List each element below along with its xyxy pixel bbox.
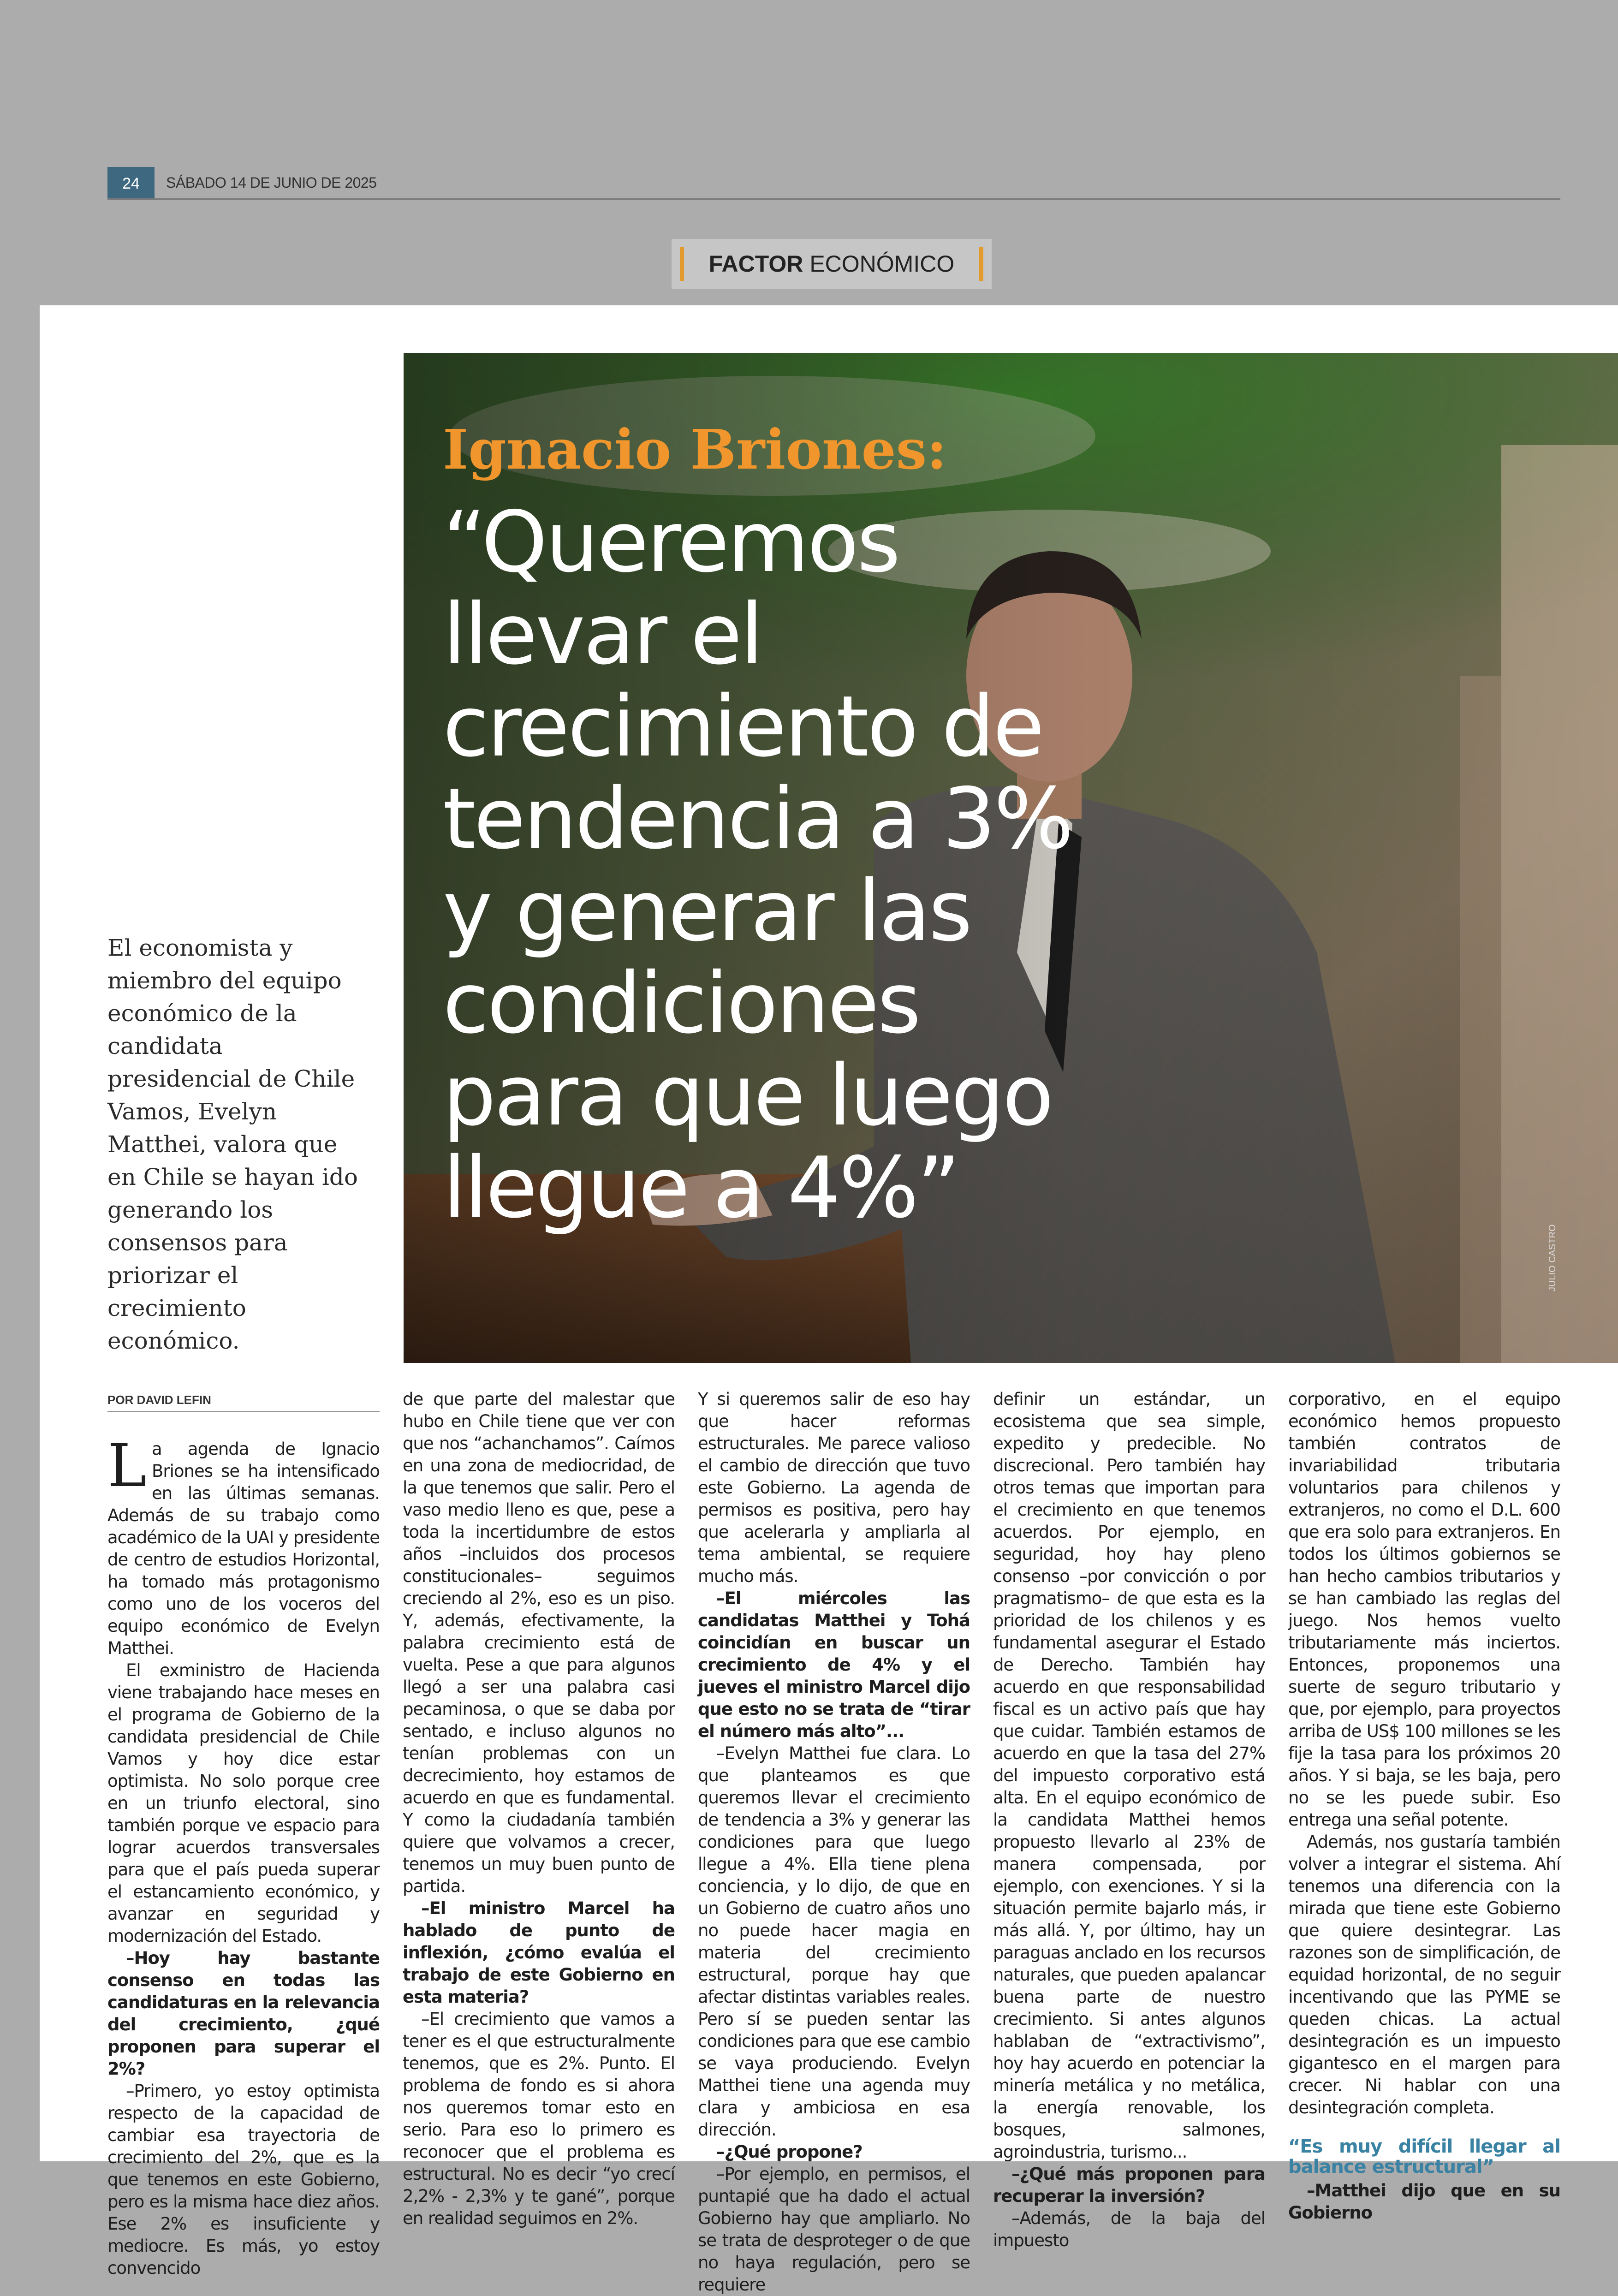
interview-question: –¿Qué más proponen para recuperar la inversión? (993, 2164, 1265, 2206)
paragraph: definir un estándar, un ecosistema que sea simple, expedito y predecible. No discrecional. Pero también hay otros temas que importan para el crecimiento en que tenemos acuerdos. Por ejemplo, en seguridad, hoy hay pleno consenso –por convicción o por pragmatismo– de que esta es la prioridad de los chilenos y es fundamental asegurar el Estado de Derecho. También hay acuerdo en que responsabilidad fiscal es un activo país que hay que cuidar. También estamos de acuerdo en que la tasa del 27% del impuesto corporativo está alta. En el equipo económico de la candidata Matthei hemos propuesto llevarlo al 23% de manera compensada, por ejemplo, con exenciones. Y si la situación permite bajarlo más, ir más allá. Y, por último, hay un paraguas anclado en los recursos naturales, que pueden apalancar buena parte de nuestro crecimiento. Si antes algunos hablaban de “extractivismo”, hoy hay acuerdo en potenciar la minería metálica y no metálica, la energía renovable, los bosques, salmones, agroindustria, turismo... (993, 1389, 1265, 2162)
paragraph: –Primero, yo estoy optimista respecto de la capacidad de cambiar esa trayectoria de crecimiento del 2%, que es la que tenemos en este Gobierno, pero es la misma hace diez años. Ese 2% es insuficiente y mediocre. Es más, yo estoy convencido (107, 2081, 380, 2278)
page-number: 24 (107, 167, 155, 200)
interview-question: –El ministro Marcel ha hablado de punto de inflexión, ¿cómo evalúa el trabajo de este Gobierno en esta materia? (403, 1898, 675, 2007)
photo-credit: JULIO CASTRO (1547, 1224, 1558, 1291)
header-rule (107, 198, 1560, 200)
interview-question: –Matthei dijo que en su Gobierno (1288, 2181, 1560, 2223)
paragraph: de que parte del malestar que hubo en Chile tiene que ver con que nos “achanchamos”. Caímos en una zona de mediocridad, de la que tenemos que salir. Pero el vaso medio lleno es que, pese a toda la incertidumbre de estos años –incluidos dos procesos constitucionales– seguimos creciendo al 2%, eso es un piso. Y, además, efectivamente, la palabra crecimiento está de vuelta. Pese a que para algunos llegó a ser una palabra casi pecaminosa, o que se daba por sentado, e incluso algunos no tenían problemas con un decrecimiento, hoy estamos de acuerdo en que es fundamental. Y como la ciudadanía también quiere que volvamos a crecer, tenemos un muy buen punto de partida. (403, 1389, 675, 1896)
interview-question: –El miércoles las candidatas Matthei y Tohá coincidían en buscar un crecimiento de 4% y el jueves el ministro Marcel dijo que esto no se trata de “tirar el número más alto”... (698, 1588, 970, 1741)
article-deck: El economista y miembro del equipo económico de la candidata presidencial de Chile Vamos, Evelyn Matthei, valora que en Chile se hayan ido generando los consensos para priorizar el crecimiento económico. (107, 934, 358, 1354)
paragraph: –El crecimiento que vamos a tener es el que estructuralmente tenemos, que es 2%. Punto. El problema de fondo es si ahora nos queremos tomar esto en serio. Para eso lo primero es reconocer que el problema es estructural. No es decir “yo crecí 2,2% - 2,3% y te gané”, porque en realidad seguimos en 2%. (403, 2009, 675, 2228)
article-column-4 (993, 1388, 1265, 2252)
section-name-bold: FACTOR (708, 251, 803, 277)
section-tab (672, 239, 992, 289)
paragraph: –Por ejemplo, en permisos, el puntapié que ha dado el actual Gobierno hay que ampliarlo. No se trata de desproteger o de que no haya regulación, pero se requiere (698, 2164, 970, 2295)
article-column-5 (1288, 1388, 1560, 2224)
section-tab-right-bar (979, 247, 983, 281)
headline-kicker: Ignacio Briones: (443, 417, 947, 482)
paragraph: –Evelyn Matthei fue clara. Lo que planteamos es que queremos llevar el crecimiento de tendencia a 3% y generar las condiciones para que luego llegue a 4%. Ella tiene plena conciencia, y lo dijo, de que en un Gobierno de cuatro años uno no puede hacer magia en materia del crecimiento estructural, porque hay que afectar distintas variables reales. Pero sí se pueden sentar las condiciones para que ese cambio se vaya produciendo. Evelyn Matthei tiene una agenda muy clara y ambiciosa en esa dirección. (698, 1743, 970, 2140)
paragraph: corporativo, en el equipo económico hemos propuesto también contratos de invariabilidad tributaria voluntarios para chilenos y extranjeros, no como el D.L. 600 que era solo para extranjeros. En todos los últimos gobiernos se han hecho cambios tributarios y se han cambiado las reglas del juego. Nos hemos vuelto tributariamente más inciertos. Entonces, proponemos una suerte de seguro tributario y que, por ejemplo, para proyectos arriba de US$ 100 millones se les fije la tasa para los próximos 20 años. Y si baja, se les baja, pero no se les puede subir. Eso entrega una señal potente. (1288, 1389, 1560, 1830)
subheading: “Es muy difícil llegar al balance estructural” (1288, 2136, 1560, 2177)
paragraph: –Además, de la baja del impuesto (993, 2208, 1265, 2250)
paragraph (107, 1432, 380, 1660)
article-column-1 (107, 1432, 380, 2279)
byline: POR DAVID LEFIN (107, 1393, 380, 1412)
section-name-light: ECONÓMICO (809, 251, 955, 277)
paragraph: El exministro de Hacienda viene trabajando hace meses en el programa de Gobierno de la candidata presidencial de Chile Vamos y hoy dice estar optimista. No solo porque cree en un triunfo electoral, sino también porque ve espacio para lograr acuerdos transversales para que el país pueda superar el estancamiento económico, y avanzar en seguridad y modernización del Estado. (107, 1660, 380, 1946)
edition-date: SÁBADO 14 DE JUNIO DE 2025 (166, 174, 377, 191)
interview-question: –Hoy hay bastante consenso en todas las candidaturas en la relevancia del crecimiento, ¿qué proponen para superar el 2%? (107, 1948, 380, 2079)
article-column-2 (403, 1388, 675, 2230)
paragraph-text: a agenda de Ignacio Briones se ha intensificado en las últimas semanas. Además de su trabajo como académico de la UAI y presidente de centro de estudios Horizontal, ha tomado más protagonismo como uno de los voceros del equipo económico de Evelyn Matthei. (107, 1439, 380, 1658)
paragraph: Y si queremos salir de eso hay que hacer reformas estructurales. Me parece valioso el cambio de dirección que tuvo este Gobierno. La agenda de permisos es positiva, pero hay que acelerarla y ampliarla al tema ambiental, se requiere mucho más. (698, 1389, 970, 1586)
headline: “Queremos llevar el crecimiento de tendencia a 3% y generar las condiciones para que luego llegue a 4%” (443, 493, 1072, 1237)
article-column-3 (698, 1388, 970, 2296)
section-tab-label (709, 250, 954, 277)
interview-question: –¿Qué propone? (716, 2142, 863, 2162)
paragraph: Además, nos gustaría también volver a integrar el sistema. Ahí tenemos una diferencia con la mirada que tiene este Gobierno que quiere desintegrar. Las razones son de simplificación, de equidad horizontal, de no seguir incentivando que las PYME se queden chicas. La actual desintegración es un impuesto gigantesco en el margen para crecer. Ni hablar con una desintegración completa. (1288, 1832, 1560, 2118)
drop-cap: L (107, 1432, 146, 1500)
section-tab-left-bar (680, 247, 684, 281)
